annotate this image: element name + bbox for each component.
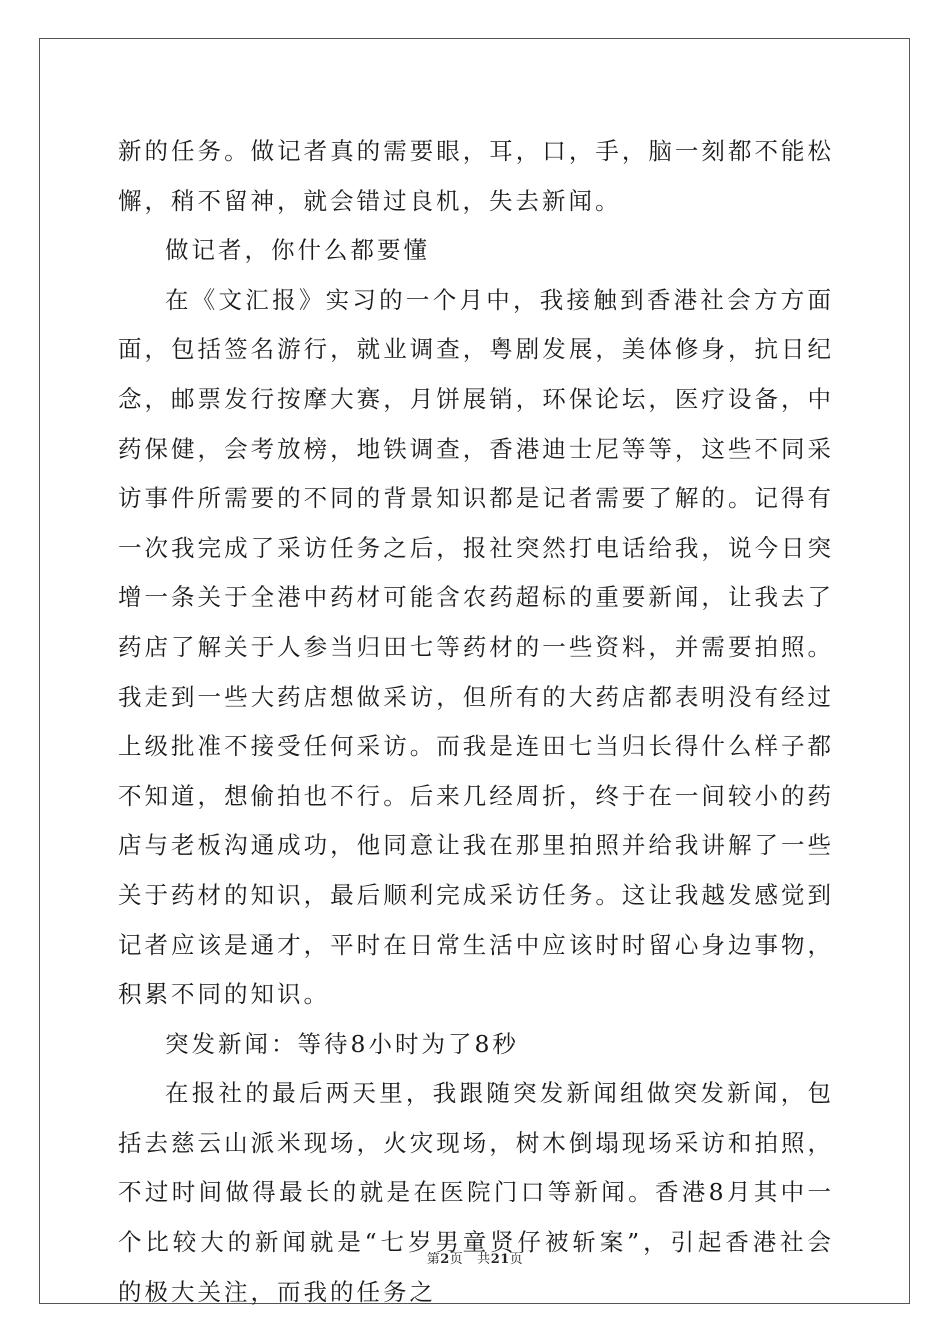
section-heading-reporter-knowledge: 做记者，你什么都要懂: [165, 236, 430, 265]
section-heading-breaking-news: 突发新闻：等待8小时为了8秒: [165, 1029, 519, 1058]
paragraph-internship: 在《文汇报》实习的一个月中，我接触到香港社会方方面面，包括签名游行，就业调查，粤剧发展，美体修身，抗日纪念，邮票发行按摩大赛，月饼展销，环保论坛，医疗设备，中药保健，会考放榜，地铁调查，香港迪士尼等等，这些不同采访事件所需要的不同的背景知识都是记者需要了解的。记得有一次我完成了采访任务之后，报社突然打电话给我，说今日突增一条关于全港中药材可能含农药超标的重要新闻，让我去了药店了解关于人参当归田七等药材的一些资料，并需要拍照。我走到一些大药店想做采访，但所有的大药店都表明没有经过上级批准不接受任何采访。而我是连田七当归长得什么样子都不知道，想偷拍也不行。后来几经周折，终于在一间较小的药店与老板沟通成功，他同意让我在那里拍照并给我讲解了一些关于药材的知识，最后顺利完成采访任务。这让我越发感觉到记者应该是通才，平时在日常生活中应该时时留心身边事物，积累不同的知识。: [118, 285, 834, 1009]
total-unit: 页: [509, 1252, 524, 1267]
page-total: 21: [490, 1252, 510, 1267]
page-unit: 页: [449, 1252, 464, 1267]
paragraph-breaking-news: 在报社的最后两天里，我跟随突发新闻组做突发新闻，包括去慈云山派米现场，火灾现场，树木倒塌现场采访和拍照，不过时间做得最长的就是在医院门口等新闻。香港8月其中一个比较大的新闻就是“七岁男童贤仔被斩案”，引起香港社会的极大关注，而我的任务之: [118, 1079, 834, 1306]
total-prefix: 共: [477, 1252, 491, 1267]
document-body: [118, 127, 834, 1317]
paragraph-continuation: 新的任务。做记者真的需要眼，耳，口，手，脑一刻都不能松懈，稍不留神，就会错过良机，失去新闻。: [118, 137, 834, 215]
page-footer: [0, 1248, 950, 1267]
page-prefix: 第: [426, 1252, 441, 1267]
page-number: 2: [440, 1252, 450, 1267]
